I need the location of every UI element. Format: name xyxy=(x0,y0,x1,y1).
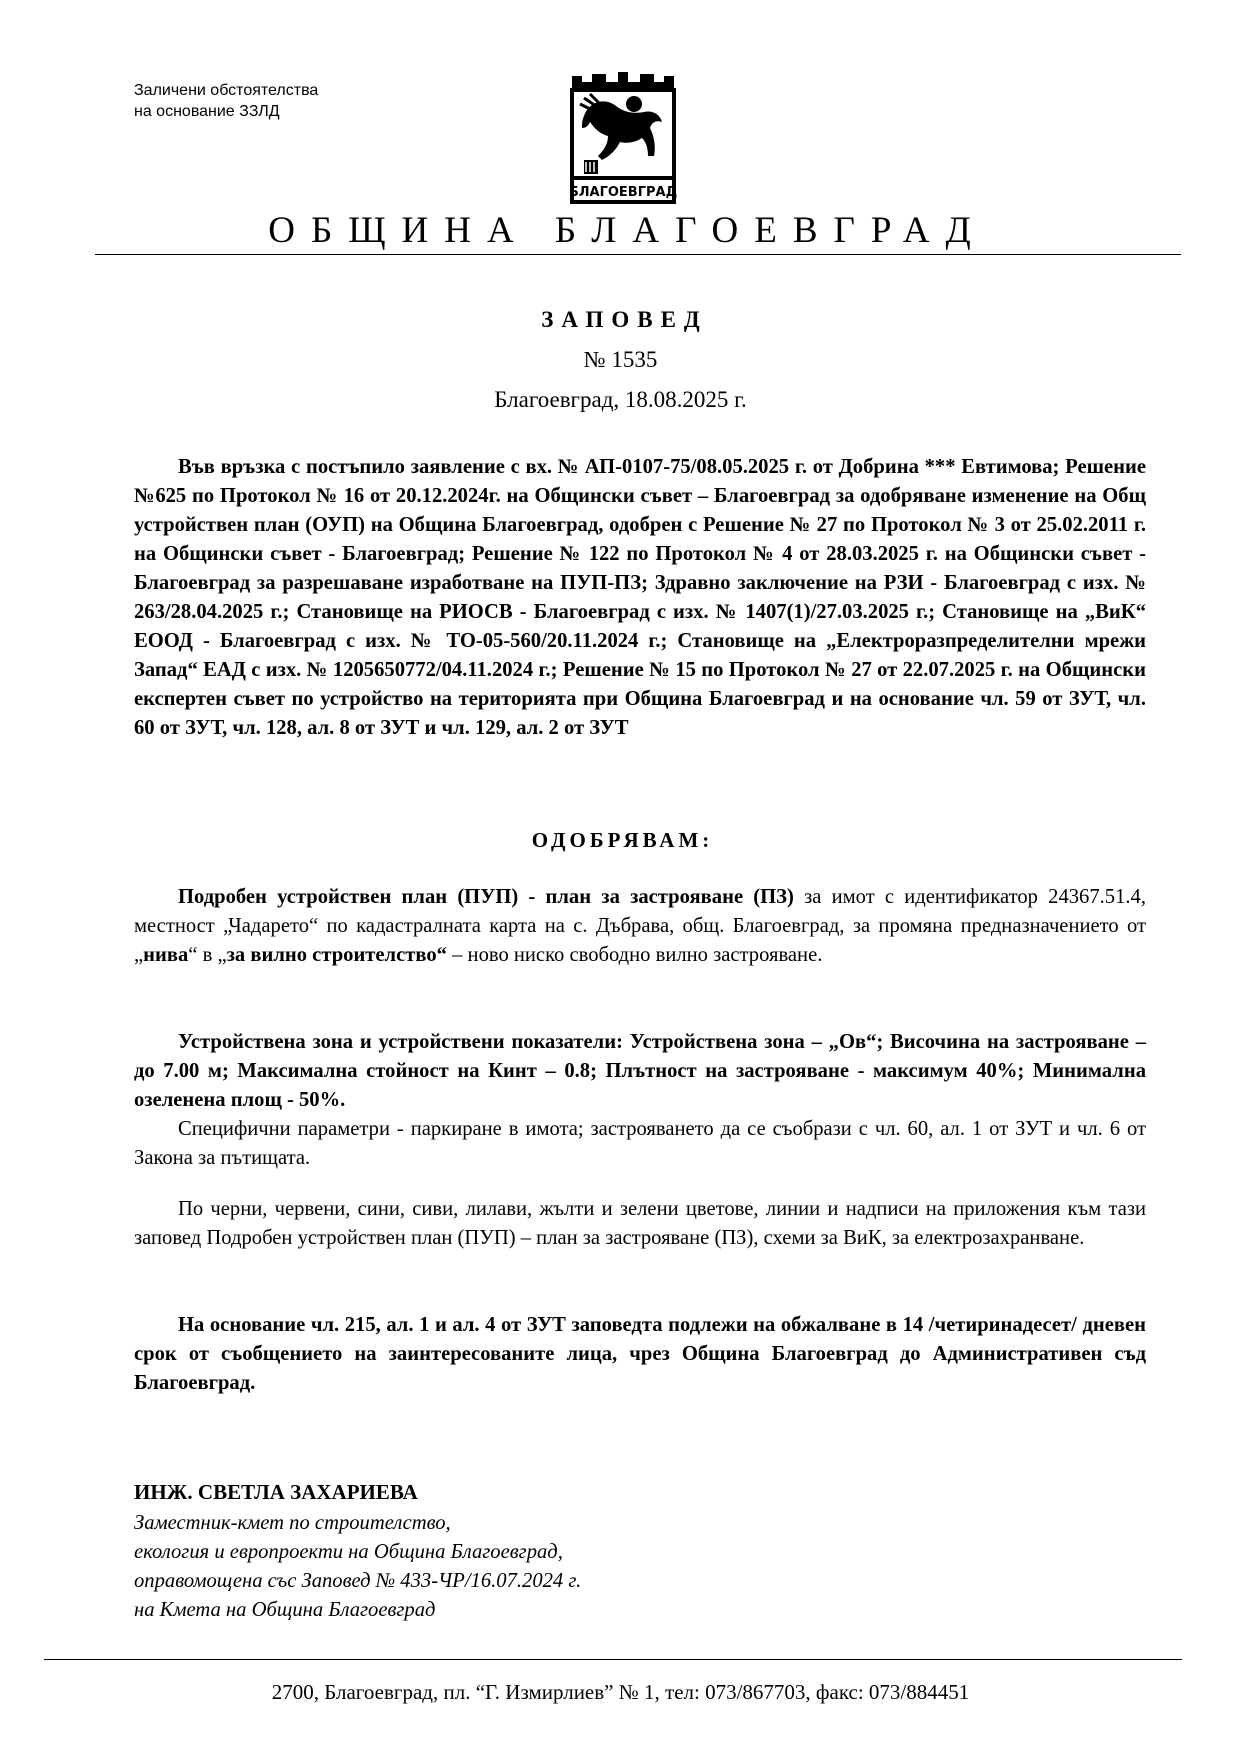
order-heading: ЗАПОВЕД xyxy=(541,307,708,332)
plan-text: – ново ниско свободно вилно застрояване. xyxy=(446,944,823,966)
plan-text: “ в „ xyxy=(188,944,227,966)
header-divider xyxy=(95,254,1181,255)
coat-of-arms-caption: БЛАГОЕВГРАД xyxy=(568,185,678,200)
approve-heading: ОДОБРЯВАМ: xyxy=(531,828,714,852)
appeal-paragraph: На основание чл. 215, ал. 1 и ал. 4 от ЗУТ заповедта подлежи на обжалване в 14 /четиринадесет/ дневен срок от съобщението на заинтересованите лица, чрез Община Благоевград до Административен съд Благоевград. xyxy=(134,1314,1146,1394)
plan-paragraph xyxy=(134,883,1146,970)
order-date: Благоевград, 18.08.2025 г. xyxy=(494,387,747,412)
plan-text: за имот с идентификатор 24367.51.4, местност „Чадарето“ по кадастралната карта на с. Дъбрава, общ. Благоевград, за промяна предназначението от „ xyxy=(134,886,1146,966)
signatory-title-line: на Кмета на Община Благоевград xyxy=(134,1599,436,1621)
plan-title: Подробен устройствен план (ПУП) - план за застрояване (ПЗ) xyxy=(178,886,794,908)
zone-paragraph: Устройствена зона и устройствени показатели: Устройствена зона – „Ов“; Височина на застрояване – до 7.00 м; Максимална стойност на Кинт – 0.8; Плътност на застрояване - максимум 40%; Минимална озеленена площ - 50%. xyxy=(134,1031,1146,1111)
signatory-name: ИНЖ. СВЕТЛА ЗАХАРИЕВА xyxy=(134,1480,418,1504)
redaction-note-line: Заличени обстоятелства xyxy=(134,82,319,99)
plan-current-use: нива xyxy=(143,944,189,966)
redaction-note-line: на основание ЗЗЛД xyxy=(134,103,280,120)
footer-address: 2700, Благоевград, пл. “Г. Измирлиев” № 1, тел: 073/867703, факс: 073/884451 xyxy=(271,1680,970,1704)
redaction-note xyxy=(134,80,318,122)
signatory-title-line: Заместник-кмет по строителство, xyxy=(134,1512,451,1534)
signatory-title-line: екология и европроекти на Община Благоевград, xyxy=(134,1541,563,1563)
basis-paragraph: Във връзка с постъпило заявление с вх. № АП-0107-75/08.05.2025 г. от Добрина *** Евтимова; Решение №625 по Протокол № 16 от 20.12.2024г. на Общински съвет – Благоевград за одобряване изменение на Общ устройствен план (ОУП) на Община Благоевград, одобрен с Решение № 27 по Протокол № 3 от 25.02.2011 г. на Общински съвет - Благоевград; Решение № 122 по Протокол № 4 от 28.03.2025 г. на Общински съвет - Благоевград за разрешаване изработване на ПУП-ПЗ; Здравно заключение на РЗИ - Благоевград с изх. № 263/28.04.2025 г.; Становище на РИОСВ - Благоевград с изх. № 1407(1)/27.03.2025 г.; Становище на „ВиК“ ЕООД - Благоевград с изх. № ТО-05-560/20.11.2024 г.; Становище на „Електроразпределителни мрежи Запад“ ЕАД с изх. № 1205650772/04.11.2024 г.; Решение № 15 по Протокол № 27 от 22.07.2025 г. на Общински експертен съвет по устройство на територията при Община Благоевград и на основание чл. 59 от ЗУТ, чл. 60 от ЗУТ, чл. 128, ал. 8 от ЗУТ и чл. 129, ал. 2 от ЗУТ xyxy=(134,456,1146,739)
signatory-title-line: оправомощена със Заповед № 433-ЧР/16.07.2024 г. xyxy=(134,1570,582,1592)
footer-divider xyxy=(44,1659,1182,1660)
coat-of-arms-icon xyxy=(566,70,680,206)
signatory-title xyxy=(134,1509,581,1625)
plan-new-use: за вилно строителство“ xyxy=(226,944,447,966)
colors-paragraph: По черни, червени, сини, сиви, лилави, жълти и зелени цветове, линии и надписи на приложения към тази заповед Подробен устройствен план (ПУП) – план за застрояване (ПЗ), схеми за ВиК, за електрозахранване. xyxy=(134,1198,1146,1249)
order-number: № 1535 xyxy=(583,347,658,372)
specific-parameters-paragraph: Специфични параметри - паркиране в имота; застрояването да се съобрази с чл. 60, ал. 1 от ЗУТ и чл. 6 от Закона за пътищата. xyxy=(134,1118,1146,1169)
municipality-title: ОБЩИНА БЛАГОЕВГРАД xyxy=(268,210,987,251)
